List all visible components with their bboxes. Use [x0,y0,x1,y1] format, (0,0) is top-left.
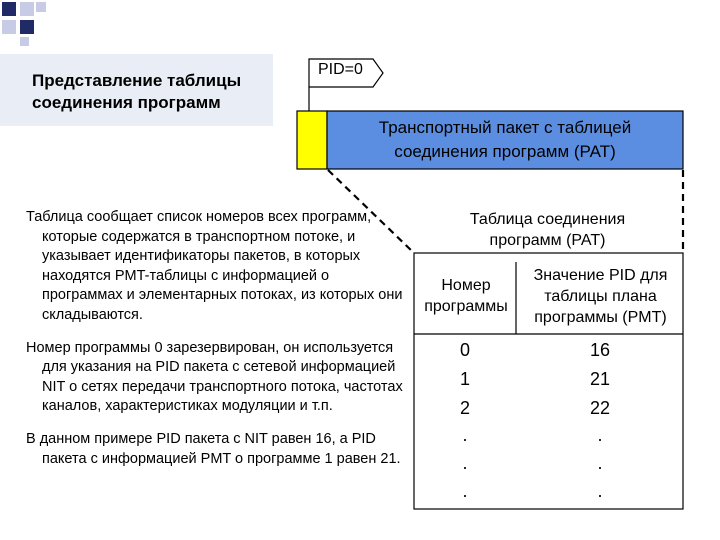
pid-value-cell: 21 [589,369,611,389]
program-number-cell: 2 [459,398,470,418]
pid-value-cell: 16 [589,340,611,360]
description-paragraph: В данном примере PID пакета с NIT равен 16, а PID пакета с информацией PMT о программе 1 равен 21. [26,430,401,467]
pid-value-cell: . [597,425,603,445]
description-paragraph: Таблица сообщает список номеров всех программ, которые содержатся в транспортном потоке, и указывает идентификаторы пакетов, в которых находятся PMT-таблицы с информацией о программах и элементарных потоках, из которых они складываются. [26,209,403,323]
page-title: Представление таблицы соединения программ [32,71,242,112]
program-number-cell: . [462,425,468,445]
program-number-cell: . [462,481,468,501]
description-paragraph: Номер программы 0 зарезервирован, он используется для указания на PID пакета с сетевой информацией NIT о сетях передачи транспортного потока, частотах каналов, характеристиках модуляции и т.п. [26,339,403,415]
column-header-program: Номер программы [424,277,508,315]
pid-value-cell: 22 [589,398,611,418]
transport-packet-label: Транспортный пакет с таблицей соединения программ (PAT) [378,118,632,161]
column-header-pid: Значение PID для таблицы плана программы (PMT) [533,267,668,326]
description [26,208,406,482]
program-number-cell: . [462,453,468,473]
pid-label: PID=0 [318,61,363,78]
program-number-cell: 1 [459,369,470,389]
transport-packet-yellow [297,111,327,169]
pid-value-cell: . [597,481,603,501]
pat-table-title: Таблица соединения программ (PAT) [469,211,626,249]
program-number-cell: 0 [459,340,470,360]
pid-value-cell: . [597,453,603,473]
